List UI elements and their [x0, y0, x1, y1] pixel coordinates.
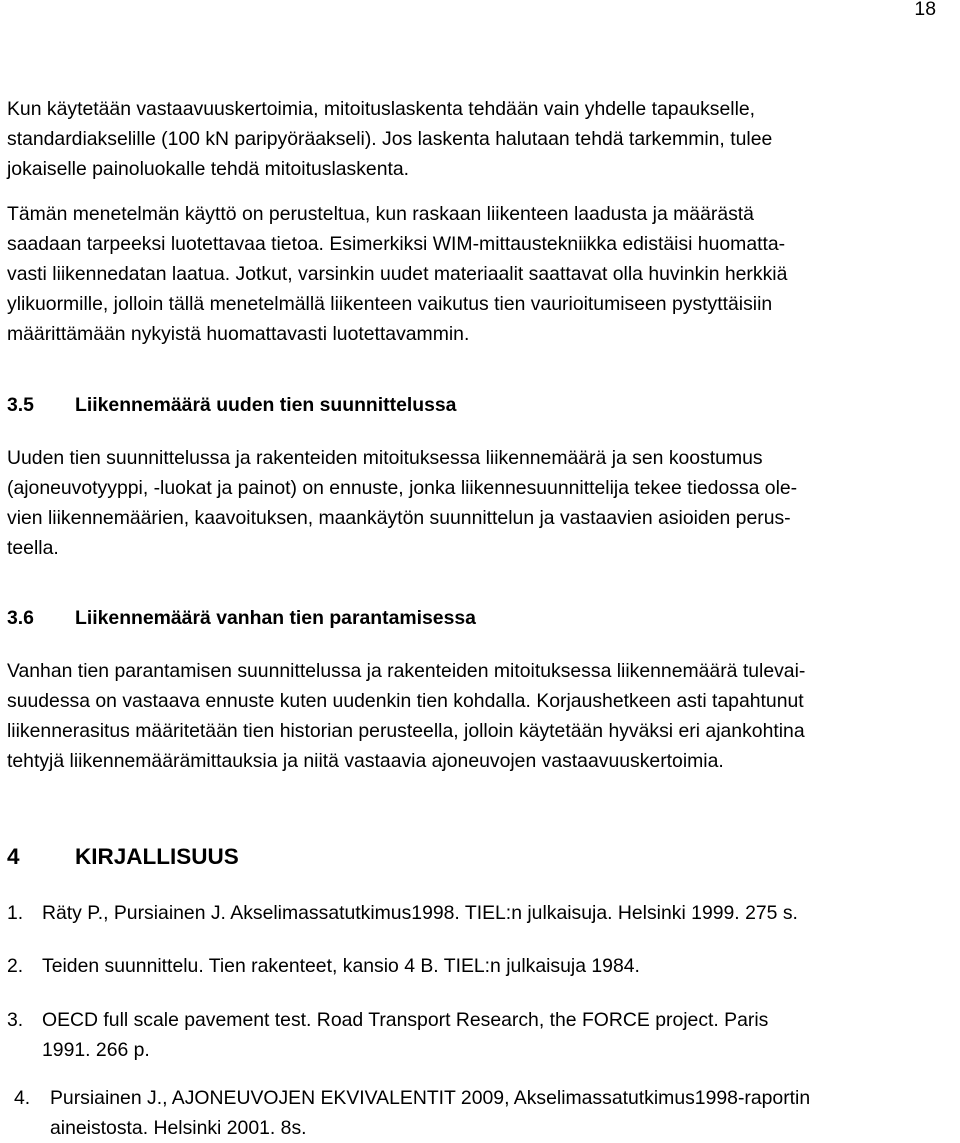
text-line: liikennerasitus määritetään tien historian perusteella, jolloin käytetään hyväksi eri ajankohtina: [7, 720, 805, 742]
section-number: 3.6: [7, 607, 34, 629]
reference-text: Pursiainen J., AJONEUVOJEN EKVIVALENTIT 2009, Akselimassatutkimus1998-raportin: [50, 1087, 811, 1109]
section-heading-3-6: [7, 603, 476, 633]
reference-number: 4.: [14, 1087, 31, 1109]
reference-item: [7, 898, 798, 928]
reference-item: [7, 951, 640, 981]
text-line: teella.: [7, 537, 59, 559]
reference-item: [14, 1083, 810, 1143]
reference-text: Teiden suunnittelu. Tien rakenteet, kansio 4 B. TIEL:n julkaisuja 1984.: [42, 955, 640, 977]
paragraph-4: [7, 656, 952, 776]
reference-number: 3.: [7, 1009, 24, 1031]
text-line: ylikuormille, jolloin tällä menetelmällä liikenteen vaikutus tien vaurioitumiseen pystyttäisiin: [7, 293, 773, 315]
text-line: saadaan tarpeeksi luotettavaa tietoa. Esimerkiksi WIM-mittaustekniikka edistäisi huomatta-: [7, 233, 786, 255]
section-title: Liikennemäärä uuden tien suunnittelussa: [75, 394, 457, 416]
text-line: standardiakselille (100 kN paripyöräakseli). Jos laskenta halutaan tehdä tarkemmin, tulee: [7, 128, 773, 150]
paragraph-2: [7, 199, 952, 349]
text-line: tehtyjä liikennemäärämittauksia ja niitä vastaavia ajoneuvojen vastaavuuskertoimia.: [7, 750, 724, 772]
reference-text: Räty P., Pursiainen J. Akselimassatutkimus1998. TIEL:n julkaisuja. Helsinki 1999. 275 s.: [42, 902, 798, 924]
text-line: Vanhan tien parantamisen suunnittelussa ja rakenteiden mitoituksessa liikennemäärä tulevai-: [7, 660, 806, 682]
reference-text-continued: [14, 1113, 810, 1143]
text-line: määrittämään nykyistä huomattavasti luotettavammin.: [7, 323, 470, 345]
text-line: Kun käytetään vastaavuuskertoimia, mitoituslaskenta tehdään vain yhdelle tapaukselle,: [7, 98, 756, 120]
text-line: jokaiselle painoluokalle tehdä mitoituslaskenta.: [7, 158, 410, 180]
text-line: vien liikennemäärien, kaavoituksen, maankäytön suunnittelun ja vastaavien asioiden perus-: [7, 507, 791, 529]
reference-number: 1.: [7, 902, 24, 924]
text-line: Uuden tien suunnittelussa ja rakenteiden mitoituksessa liikennemäärä ja sen koostumus: [7, 447, 763, 469]
paragraph-3: [7, 443, 952, 563]
reference-text: aineistosta. Helsinki 2001. 8s.: [50, 1117, 307, 1139]
chapter-heading-4: [7, 842, 239, 872]
reference-text: 1991. 266 p.: [42, 1039, 150, 1061]
text-line: Tämän menetelmän käyttö on perusteltua, kun raskaan liikenteen laadusta ja määrästä: [7, 203, 754, 225]
section-heading-3-5: [7, 390, 456, 420]
chapter-title: KIRJALLISUUS: [75, 844, 239, 869]
text-line: (ajoneuvotyyppi, -luokat ja painot) on ennuste, jonka liikennesuunnittelija tekee tiedossa ole-: [7, 477, 798, 499]
section-title: Liikennemäärä vanhan tien parantamisessa: [75, 607, 476, 629]
text-line: suudessa on vastaava ennuste kuten uudenkin tien kohdalla. Korjaushetkeen asti tapahtunut: [7, 690, 804, 712]
text-line: vasti liikennedatan laatua. Jotkut, varsinkin uudet materiaalit saattavat olla huvinkin herkkiä: [7, 263, 788, 285]
page-number: 18: [914, 0, 936, 20]
reference-text-continued: [7, 1035, 768, 1065]
chapter-number: 4: [7, 844, 20, 869]
paragraph-1: [7, 94, 952, 184]
reference-item: [7, 1005, 768, 1065]
section-number: 3.5: [7, 394, 34, 416]
reference-text: OECD full scale pavement test. Road Transport Research, the FORCE project. Paris: [42, 1009, 769, 1031]
reference-number: 2.: [7, 955, 24, 977]
